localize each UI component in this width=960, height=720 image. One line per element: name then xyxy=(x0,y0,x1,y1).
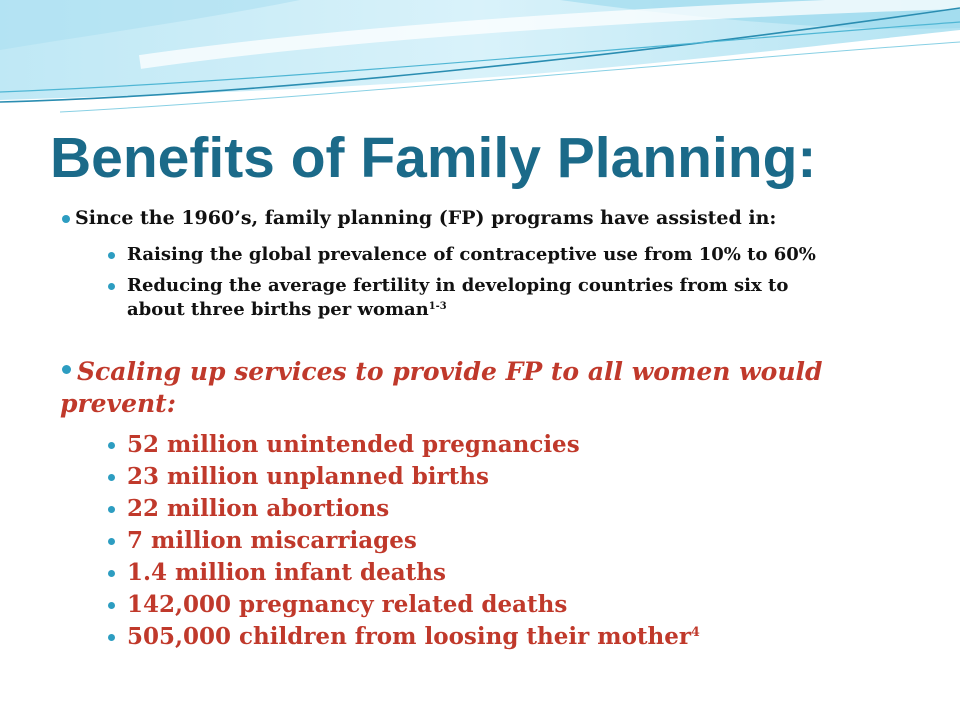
sub-bullet-dot xyxy=(108,538,115,545)
list-item xyxy=(127,621,700,653)
citation-superscript: 1-3 xyxy=(428,301,447,313)
list-item xyxy=(127,429,700,461)
list-item-text: 23 million unplanned births xyxy=(127,463,489,490)
bullet-dot xyxy=(62,215,70,223)
sub-bullet-dot xyxy=(108,474,115,481)
bullet-text: Since the 1960’s, family planning (FP) programs have assisted in: xyxy=(75,207,777,229)
list-item-text: 505,000 children from loosing their mother xyxy=(127,623,692,650)
list-item xyxy=(127,557,700,589)
decorative-header-waves xyxy=(0,0,960,125)
bullet-text-line: Scaling up services to provide FP to all women would xyxy=(77,357,823,386)
bullet-fp-programs-heading xyxy=(75,206,776,230)
citation-superscript: 4 xyxy=(691,624,700,640)
list-item-text: 22 million abortions xyxy=(127,495,390,522)
sub-bullet-text-line: Reducing the average fertility in developing countries from six to xyxy=(127,275,789,296)
list-item-text: 142,000 pregnancy related deaths xyxy=(127,591,568,618)
prevented-outcomes-list xyxy=(127,429,700,653)
list-item xyxy=(127,461,700,493)
list-item-text: 52 million unintended pregnancies xyxy=(127,431,580,458)
sub-bullet-dot xyxy=(108,252,115,259)
sub-bullet-contraceptive-use xyxy=(127,243,816,267)
sub-bullet-dot xyxy=(108,283,115,290)
list-item xyxy=(127,589,700,621)
sub-bullet-dot xyxy=(108,570,115,577)
list-item xyxy=(127,525,700,557)
sub-bullet-fertility xyxy=(127,274,788,322)
sub-bullet-dot xyxy=(108,634,115,641)
bullet-dot xyxy=(62,365,71,374)
sub-bullet-dot xyxy=(108,506,115,513)
sub-bullet-text: Raising the global prevalence of contraceptive use from 10% to 60% xyxy=(127,244,816,265)
sub-bullet-text-line xyxy=(127,298,788,322)
list-item-text: 1.4 million infant deaths xyxy=(127,559,446,586)
sub-bullet-dot xyxy=(108,602,115,609)
list-item-text: 7 million miscarriages xyxy=(127,527,417,554)
bullet-scaling-up-heading xyxy=(60,356,823,420)
slide-title: Benefits of Family Planning: xyxy=(50,126,817,190)
list-item xyxy=(127,493,700,525)
bullet-text-line: prevent: xyxy=(60,389,176,418)
sub-bullet-text-line-content: about three births per woman xyxy=(127,299,429,320)
sub-bullet-dot xyxy=(108,442,115,449)
